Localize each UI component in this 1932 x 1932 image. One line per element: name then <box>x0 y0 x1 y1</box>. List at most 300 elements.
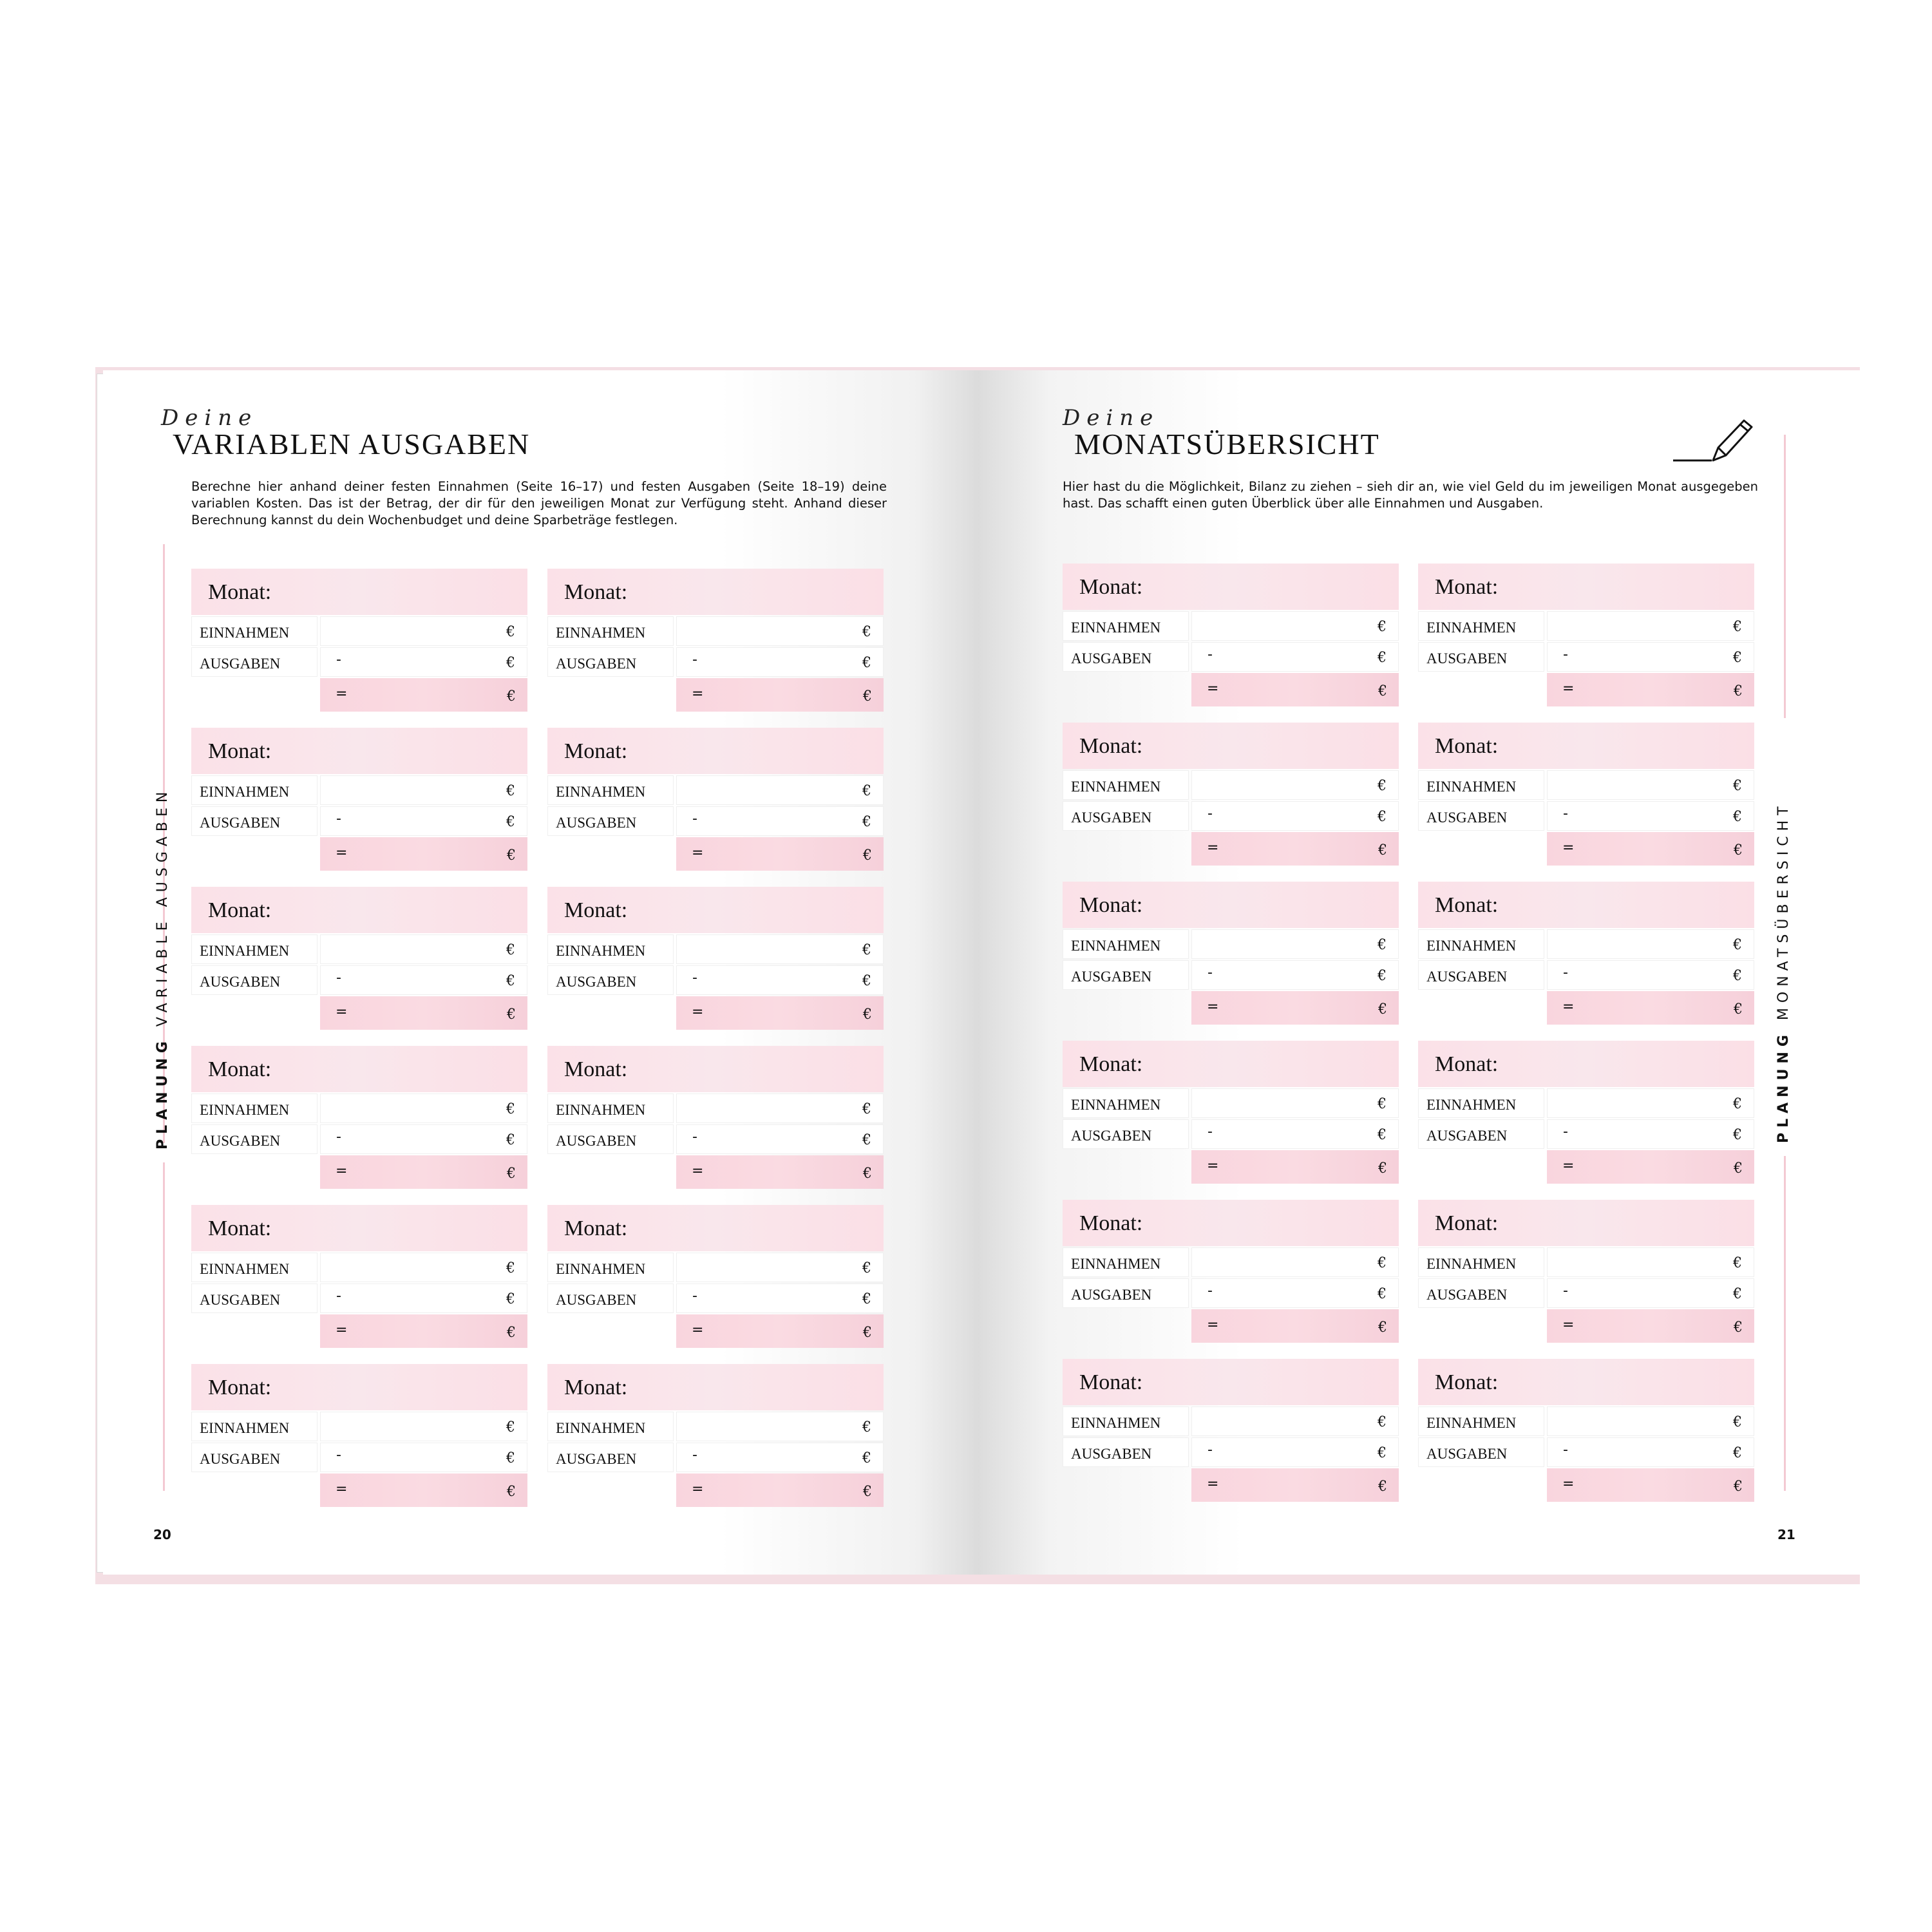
income-row <box>547 1253 884 1283</box>
expense-label: AUSGABEN <box>200 815 281 831</box>
expense-row <box>1063 1437 1399 1468</box>
month-label: Monat: <box>564 1217 628 1240</box>
equals-sign: = <box>692 686 704 702</box>
income-value-field[interactable] <box>1191 929 1399 959</box>
income-value-field[interactable] <box>1191 770 1399 800</box>
expense-label: AUSGABEN <box>1071 1287 1152 1303</box>
equals-sign: = <box>1562 840 1575 856</box>
income-label-cell <box>1418 611 1544 641</box>
month-block <box>1063 723 1399 868</box>
income-value-field[interactable] <box>1547 1247 1754 1277</box>
result-value-field[interactable] <box>1191 832 1399 866</box>
currency-symbol: € <box>1378 1255 1387 1271</box>
minus-sign: - <box>1208 965 1213 981</box>
result-value-field[interactable] <box>320 1314 527 1348</box>
minus-sign: - <box>1208 806 1213 822</box>
result-value-field[interactable] <box>676 837 884 871</box>
currency-symbol: € <box>506 783 515 799</box>
month-header <box>191 887 527 933</box>
expense-value-field[interactable] <box>676 965 884 995</box>
result-value-field[interactable] <box>1547 1468 1754 1502</box>
equals-sign: = <box>1207 840 1219 856</box>
expense-value-field[interactable] <box>320 647 527 677</box>
equals-sign: = <box>1207 681 1219 697</box>
result-value-field[interactable] <box>1547 1309 1754 1343</box>
month-header <box>1063 564 1399 610</box>
expense-label-cell <box>547 1443 674 1472</box>
income-value-field[interactable] <box>1191 1406 1399 1436</box>
result-value-field[interactable] <box>320 1473 527 1507</box>
result-value-field[interactable] <box>320 837 527 871</box>
income-value-field[interactable] <box>1547 770 1754 800</box>
month-header <box>547 728 884 774</box>
equals-sign: = <box>336 1481 348 1497</box>
month-label: Monat: <box>1435 1211 1499 1235</box>
income-label-cell <box>191 1253 317 1282</box>
equals-sign: = <box>692 1322 704 1338</box>
equals-sign: = <box>1207 1317 1219 1333</box>
currency-symbol: € <box>1733 1445 1742 1461</box>
expense-label-cell <box>1418 642 1544 672</box>
expense-label-cell <box>1418 1119 1544 1149</box>
expense-label-cell <box>547 1283 674 1313</box>
equals-sign: = <box>336 845 348 861</box>
expense-label: AUSGABEN <box>556 656 637 672</box>
income-label-cell <box>1063 1247 1189 1277</box>
result-value-field[interactable] <box>1191 991 1399 1025</box>
expense-label: AUSGABEN <box>200 974 281 990</box>
result-value-field[interactable] <box>676 1314 884 1348</box>
expense-value-field[interactable] <box>676 1124 884 1154</box>
income-label-cell <box>191 775 317 805</box>
expense-value-field[interactable] <box>676 1283 884 1313</box>
result-value-field[interactable] <box>320 1155 527 1189</box>
month-header <box>1418 1200 1754 1246</box>
month-block <box>1063 882 1399 1027</box>
currency-symbol: € <box>1378 1286 1387 1302</box>
month-block <box>1063 1200 1399 1345</box>
expense-label: AUSGABEN <box>1426 969 1508 985</box>
expense-label: AUSGABEN <box>1071 969 1152 985</box>
income-label-cell <box>1418 929 1544 959</box>
income-row <box>1418 1406 1754 1437</box>
income-value-field[interactable] <box>676 934 884 964</box>
left-page-title: VARIABLEN AUSGABEN <box>173 428 531 460</box>
month-header <box>1418 1359 1754 1405</box>
income-row <box>1063 770 1399 801</box>
month-label: Monat: <box>1435 575 1499 599</box>
currency-symbol: € <box>1733 1286 1742 1302</box>
left-side-bold: PLANUNG <box>155 1036 171 1150</box>
month-block <box>1418 564 1754 709</box>
expense-value-field[interactable] <box>1191 1437 1399 1467</box>
expense-value-field[interactable] <box>320 1283 527 1313</box>
expense-label: AUSGABEN <box>1071 1446 1152 1462</box>
income-value-field[interactable] <box>676 616 884 646</box>
income-label: EINNAHMEN <box>1426 938 1517 954</box>
currency-symbol: € <box>1378 778 1387 794</box>
result-value-field[interactable] <box>1547 991 1754 1025</box>
month-label: Monat: <box>1435 893 1499 917</box>
currency-symbol: € <box>506 942 515 958</box>
currency-symbol: € <box>1378 1096 1387 1112</box>
income-value-field[interactable] <box>676 1253 884 1282</box>
expense-value-field[interactable] <box>676 647 884 677</box>
right-side-label <box>1776 801 1792 1143</box>
currency-symbol: € <box>1734 1479 1743 1495</box>
result-value-field[interactable] <box>1191 1150 1399 1184</box>
result-value-field[interactable] <box>676 996 884 1030</box>
expense-label-cell <box>1063 642 1189 672</box>
income-row <box>1063 1247 1399 1278</box>
result-value-field[interactable] <box>1191 673 1399 706</box>
expense-value-field[interactable] <box>1191 642 1399 672</box>
income-row <box>1418 1247 1754 1278</box>
minus-sign: - <box>1563 965 1568 981</box>
expense-row <box>547 647 884 678</box>
income-label-cell <box>1063 929 1189 959</box>
currency-symbol: € <box>862 1450 871 1466</box>
expense-value-field[interactable] <box>320 1124 527 1154</box>
currency-symbol: € <box>1734 1001 1743 1018</box>
month-header <box>547 1364 884 1410</box>
month-header <box>191 728 527 774</box>
income-row <box>191 1412 527 1443</box>
income-row <box>1063 929 1399 960</box>
minus-sign: - <box>1563 1283 1568 1299</box>
equals-sign: = <box>1562 999 1575 1015</box>
expense-value-field[interactable] <box>1547 801 1754 831</box>
income-value-field[interactable] <box>320 1253 527 1282</box>
expense-row <box>1418 1437 1754 1468</box>
income-label: EINNAHMEN <box>556 784 646 800</box>
expense-row <box>1063 1119 1399 1150</box>
currency-symbol: € <box>1733 619 1742 635</box>
income-label: EINNAHMEN <box>200 625 290 641</box>
expense-label: AUSGABEN <box>556 1133 637 1149</box>
left-page-number: 20 <box>153 1527 171 1542</box>
result-value-field[interactable] <box>320 996 527 1030</box>
income-value-field[interactable] <box>1547 611 1754 641</box>
income-label: EINNAHMEN <box>1071 779 1161 795</box>
expense-value-field[interactable] <box>320 806 527 836</box>
result-value-field[interactable] <box>1191 1468 1399 1502</box>
equals-sign: = <box>336 1004 348 1020</box>
currency-symbol: € <box>506 1450 515 1466</box>
income-row <box>547 1412 884 1443</box>
expense-value-field[interactable] <box>1191 1119 1399 1149</box>
currency-symbol: € <box>1378 1445 1387 1461</box>
income-value-field[interactable] <box>1191 1088 1399 1118</box>
expense-row <box>547 806 884 837</box>
equals-sign: = <box>692 1481 704 1497</box>
expense-label: AUSGABEN <box>1071 810 1152 826</box>
currency-symbol: € <box>863 1484 872 1500</box>
income-value-field[interactable] <box>676 1094 884 1123</box>
currency-symbol: € <box>506 1260 515 1276</box>
minus-sign: - <box>1563 647 1568 663</box>
income-label-cell <box>191 1412 317 1441</box>
expense-value-field[interactable] <box>1547 960 1754 990</box>
income-row <box>1063 1406 1399 1437</box>
month-label: Monat: <box>208 580 272 604</box>
currency-symbol: € <box>862 655 871 671</box>
currency-symbol: € <box>863 688 872 705</box>
income-label: EINNAHMEN <box>1426 1415 1517 1431</box>
month-label: Monat: <box>208 898 272 922</box>
currency-symbol: € <box>862 1132 871 1148</box>
right-side-bold: PLANUNG <box>1776 1030 1792 1143</box>
equals-sign: = <box>692 1004 704 1020</box>
expense-label: AUSGABEN <box>200 656 281 672</box>
expense-row <box>1063 642 1399 673</box>
month-label: Monat: <box>208 739 272 763</box>
equals-sign: = <box>1207 999 1219 1015</box>
month-block <box>547 728 884 873</box>
income-value-field[interactable] <box>1191 611 1399 641</box>
currency-symbol: € <box>1378 1127 1387 1143</box>
income-label-cell <box>191 934 317 964</box>
expense-value-field[interactable] <box>676 806 884 836</box>
income-label: EINNAHMEN <box>556 1420 646 1436</box>
expense-label-cell <box>191 1283 317 1313</box>
month-label: Monat: <box>1079 1370 1143 1394</box>
currency-symbol: € <box>506 655 515 671</box>
month-header <box>1063 1041 1399 1087</box>
income-label-cell <box>191 1094 317 1123</box>
currency-symbol: € <box>506 624 515 640</box>
income-label: EINNAHMEN <box>200 1261 290 1277</box>
month-label: Monat: <box>1079 734 1143 758</box>
left-page <box>103 370 985 1575</box>
expense-row <box>1063 960 1399 991</box>
month-label: Monat: <box>1435 1052 1499 1076</box>
expense-label-cell <box>1063 1119 1189 1149</box>
result-value-field[interactable] <box>676 1155 884 1189</box>
expense-value-field[interactable] <box>1547 1437 1754 1467</box>
expense-row <box>1063 801 1399 832</box>
equals-sign: = <box>1207 1476 1219 1492</box>
currency-symbol: € <box>1733 968 1742 984</box>
currency-symbol: € <box>1734 683 1743 699</box>
income-row <box>1418 1088 1754 1119</box>
income-row <box>1418 770 1754 801</box>
currency-symbol: € <box>507 688 516 705</box>
expense-value-field[interactable] <box>1191 1278 1399 1308</box>
pencil-icon <box>1673 409 1763 473</box>
currency-symbol: € <box>1378 1001 1387 1018</box>
month-header <box>1063 723 1399 769</box>
result-value-field[interactable] <box>1191 1309 1399 1343</box>
income-label: EINNAHMEN <box>1426 1097 1517 1113</box>
expense-value-field[interactable] <box>320 965 527 995</box>
expense-row <box>191 1124 527 1155</box>
currency-symbol: € <box>1378 809 1387 825</box>
currency-symbol: € <box>507 1007 516 1023</box>
expense-value-field[interactable] <box>1191 960 1399 990</box>
currency-symbol: € <box>506 1419 515 1435</box>
income-row <box>1418 929 1754 960</box>
expense-row <box>547 1124 884 1155</box>
income-value-field[interactable] <box>676 1412 884 1441</box>
income-value-field[interactable] <box>320 934 527 964</box>
month-header <box>1418 564 1754 610</box>
expense-row <box>1418 642 1754 673</box>
result-value-field[interactable] <box>1547 1150 1754 1184</box>
result-value-field[interactable] <box>676 678 884 712</box>
month-header <box>547 569 884 615</box>
month-block <box>1063 1359 1399 1504</box>
income-row <box>547 934 884 965</box>
expense-value-field[interactable] <box>1191 801 1399 831</box>
month-block <box>1418 882 1754 1027</box>
expense-label: AUSGABEN <box>556 815 637 831</box>
currency-symbol: € <box>863 1007 872 1023</box>
expense-row <box>547 1283 884 1314</box>
month-header <box>1063 882 1399 928</box>
expense-label-cell <box>547 806 674 836</box>
minus-sign: - <box>336 652 341 668</box>
currency-symbol: € <box>1378 650 1387 666</box>
currency-symbol: € <box>863 1166 872 1182</box>
expense-value-field[interactable] <box>1547 1278 1754 1308</box>
income-label: EINNAHMEN <box>200 943 290 959</box>
income-label-cell <box>1063 1088 1189 1118</box>
income-value-field[interactable] <box>676 775 884 805</box>
currency-symbol: € <box>1378 619 1387 635</box>
income-row <box>191 1253 527 1283</box>
month-label: Monat: <box>564 898 628 922</box>
income-value-field[interactable] <box>320 775 527 805</box>
currency-symbol: € <box>507 848 516 864</box>
expense-row <box>1418 1278 1754 1309</box>
income-label: EINNAHMEN <box>1426 620 1517 636</box>
expense-value-field[interactable] <box>676 1443 884 1472</box>
expense-value-field[interactable] <box>1547 1119 1754 1149</box>
expense-row <box>547 965 884 996</box>
result-value-field[interactable] <box>1547 832 1754 866</box>
income-label: EINNAHMEN <box>1071 620 1161 636</box>
month-label: Monat: <box>208 1057 272 1081</box>
month-block <box>191 1205 527 1350</box>
expense-row <box>191 965 527 996</box>
expense-label: AUSGABEN <box>1071 650 1152 667</box>
income-label-cell <box>1063 770 1189 800</box>
expense-value-field[interactable] <box>320 1443 527 1472</box>
income-row <box>1063 611 1399 642</box>
month-header <box>1063 1200 1399 1246</box>
expense-label: AUSGABEN <box>200 1292 281 1308</box>
right-intro-text: Hier hast du die Möglichkeit, Bilanz zu ziehen – sieh dir an, wie viel Geld du im jeweiligen Monat ausgegeben hast. Das schafft einen guten Überblick über alle Einnahmen und Ausgaben. <box>1063 479 1758 511</box>
expense-label: AUSGABEN <box>200 1451 281 1467</box>
income-row <box>191 1094 527 1124</box>
equals-sign: = <box>1562 681 1575 697</box>
income-row <box>191 775 527 806</box>
currency-symbol: € <box>1734 842 1743 858</box>
currency-symbol: € <box>1378 968 1387 984</box>
currency-symbol: € <box>506 1291 515 1307</box>
currency-symbol: € <box>1378 683 1387 699</box>
month-label: Monat: <box>564 580 628 604</box>
currency-symbol: € <box>1733 778 1742 794</box>
expense-label: AUSGABEN <box>1426 650 1508 667</box>
income-value-field[interactable] <box>1547 1406 1754 1436</box>
month-block <box>1418 1359 1754 1504</box>
left-deine-script: Deine <box>161 405 258 431</box>
month-header <box>547 1046 884 1092</box>
month-label: Monat: <box>208 1217 272 1240</box>
month-label: Monat: <box>564 1057 628 1081</box>
currency-symbol: € <box>862 1260 871 1276</box>
minus-sign: - <box>1208 1124 1213 1140</box>
income-value-field[interactable] <box>1191 1247 1399 1277</box>
month-block <box>547 1205 884 1350</box>
expense-row <box>191 806 527 837</box>
expense-row <box>1418 960 1754 991</box>
month-label: Monat: <box>1435 734 1499 758</box>
minus-sign: - <box>336 1288 341 1304</box>
minus-sign: - <box>692 652 697 668</box>
income-label: EINNAHMEN <box>556 625 646 641</box>
expense-label: AUSGABEN <box>200 1133 281 1149</box>
currency-symbol: € <box>1733 809 1742 825</box>
left-side-line-bottom <box>163 1162 165 1491</box>
minus-sign: - <box>692 970 697 986</box>
minus-sign: - <box>336 811 341 827</box>
month-header <box>191 1364 527 1410</box>
income-label: EINNAHMEN <box>556 1102 646 1118</box>
income-label: EINNAHMEN <box>556 943 646 959</box>
expense-label: AUSGABEN <box>556 1292 637 1308</box>
month-label: Monat: <box>564 739 628 763</box>
currency-symbol: € <box>1733 937 1742 953</box>
expense-label-cell <box>1063 960 1189 990</box>
income-value-field[interactable] <box>320 616 527 646</box>
month-header <box>1063 1359 1399 1405</box>
income-value-field[interactable] <box>320 1412 527 1441</box>
income-label-cell <box>547 775 674 805</box>
income-value-field[interactable] <box>1547 1088 1754 1118</box>
equals-sign: = <box>692 1163 704 1179</box>
expense-value-field[interactable] <box>1547 642 1754 672</box>
month-block <box>547 887 884 1032</box>
income-row <box>547 1094 884 1124</box>
result-value-field[interactable] <box>320 678 527 712</box>
minus-sign: - <box>1208 1283 1213 1299</box>
income-label: EINNAHMEN <box>1426 1256 1517 1272</box>
result-value-field[interactable] <box>1547 673 1754 706</box>
income-label: EINNAHMEN <box>200 784 290 800</box>
month-block <box>191 887 527 1032</box>
minus-sign: - <box>1563 1442 1568 1458</box>
income-value-field[interactable] <box>1547 929 1754 959</box>
month-block <box>191 1046 527 1191</box>
month-block <box>547 569 884 714</box>
expense-label: AUSGABEN <box>556 974 637 990</box>
month-block <box>1418 723 1754 868</box>
minus-sign: - <box>336 1447 341 1463</box>
expense-label-cell <box>1418 1278 1544 1308</box>
expense-row <box>191 1283 527 1314</box>
result-value-field[interactable] <box>676 1473 884 1507</box>
income-value-field[interactable] <box>320 1094 527 1123</box>
month-label: Monat: <box>1079 893 1143 917</box>
month-label: Monat: <box>564 1376 628 1399</box>
expense-label-cell <box>191 647 317 677</box>
month-label: Monat: <box>1435 1370 1499 1394</box>
month-block <box>191 1364 527 1510</box>
income-label: EINNAHMEN <box>200 1102 290 1118</box>
